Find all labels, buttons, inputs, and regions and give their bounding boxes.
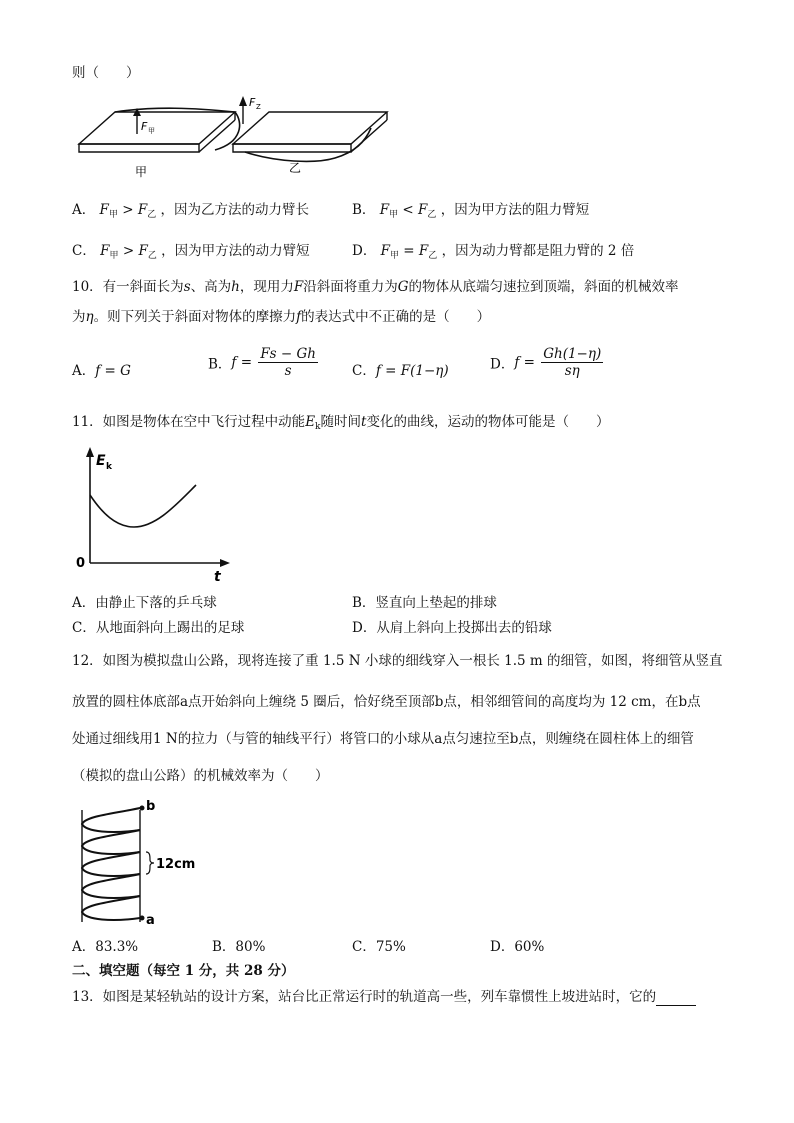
q9-option-a[interactable]: A． $F_甲 > F_乙$ ，因为乙方法的动力臂长 [72, 202, 310, 220]
q12-stem-line3: 处通过细线用1 N的拉力（与管的轴线平行）将管口的小球从a点匀速拉至b点，则缠绕在圆柱体上的细管 [72, 731, 694, 747]
point-a [140, 916, 145, 921]
force-yi-label: F [249, 96, 256, 109]
q12-coil-figure [72, 798, 212, 928]
point-b [140, 806, 145, 811]
axis-x-label: t [214, 569, 221, 585]
q10-stem-line2: 为η。则下列关于斜面对物体的摩擦力f的表达式中不正确的是（ ） [72, 309, 491, 325]
q9-option-d[interactable]: D． $F_甲 = F_乙$ ，因为动力臂都是阻力臂的 2 倍 [352, 243, 635, 261]
force-jia-sub: 甲 [148, 127, 155, 135]
q10-option-d[interactable]: D．f = $\frac{Gh(1-\eta)}{s\eta}$ [490, 346, 602, 379]
q10-stem-line1: 10．有一斜面长为s、高为h，现用力F沿斜面将重力为G的物体从底端匀速拉到顶端，斜面的机械效率 [72, 279, 679, 295]
q10-option-a[interactable]: A．f = G [72, 363, 131, 379]
section-title-fill-blank: 二、填空题（每空 1 分，共 28 分） [72, 963, 295, 979]
axis-y-label: E [96, 453, 106, 469]
q11-option-d[interactable]: D．从肩上斜向上投掷出去的铅球 [352, 620, 552, 636]
axis-y-sub: k [106, 462, 112, 472]
ek-curve [90, 485, 196, 527]
q9-option-b[interactable]: B． $F_甲 < F_乙$ ，因为甲方法的阻力臂短 [352, 202, 590, 220]
q9-stem-end: 则（ ） [72, 65, 140, 81]
q12-option-a[interactable]: A．83.3% [72, 939, 139, 955]
fig-label-yi: 乙 [289, 161, 302, 175]
force-yi-sub: Z [256, 103, 261, 111]
q11-option-b[interactable]: B．竖直向上垫起的排球 [352, 595, 497, 611]
coil-tube [82, 808, 140, 920]
q13-blank[interactable] [656, 991, 696, 1006]
q12-stem-line2: 放置的圆柱体底部a点开始斜向上缠绕 5 圈后，恰好绕至顶部b点，相邻细管间的高度均为 12 cm，在b点 [72, 694, 701, 710]
board-jia [79, 108, 240, 152]
q11-ek-graph [72, 445, 242, 585]
q11-stem: 11．如图是物体在空中飞行过程中动能$E_k$随时间t变化的曲线，运动的物体可能是（ ） [72, 414, 610, 432]
q10-option-c[interactable]: C．f = F(1−η) [352, 363, 449, 379]
q10-option-b[interactable]: B．f = $\frac{Fs - Gh}{s}$ [208, 346, 316, 379]
fig-label-b: b [146, 799, 156, 814]
q9-figure [75, 92, 395, 182]
q12-stem-line1: 12．如图为模拟盘山公路，现将连接了重 1.5 N 小球的细线穿入一根长 1.5 m 的细管，如图，将细管从竖直 [72, 653, 723, 669]
fig-dimension-label: 12cm [156, 857, 196, 872]
q9-option-c[interactable]: C． $F_甲 > F_乙$ ，因为甲方法的动力臂短 [72, 243, 310, 261]
q11-option-c[interactable]: C．从地面斜向上踢出的足球 [72, 620, 245, 636]
q11-option-a[interactable]: A．由静止下落的乒乓球 [72, 595, 217, 611]
q12-stem-line4: （模拟的盘山公路）的机械效率为（ ） [72, 768, 329, 784]
origin-label: 0 [76, 556, 86, 571]
force-jia-label: F [141, 120, 148, 133]
q12-option-c[interactable]: C．75% [352, 939, 406, 955]
q12-option-b[interactable]: B．80% [212, 939, 266, 955]
q13-stem: 13．如图是某轻轨站的设计方案，站台比正常运行时的轨道高一些，列车靠惯性上坡进站时，它的 [72, 988, 696, 1006]
fig-label-a: a [146, 913, 155, 928]
q12-option-d[interactable]: D．60% [490, 939, 545, 955]
fig-label-jia: 甲 [135, 165, 148, 179]
